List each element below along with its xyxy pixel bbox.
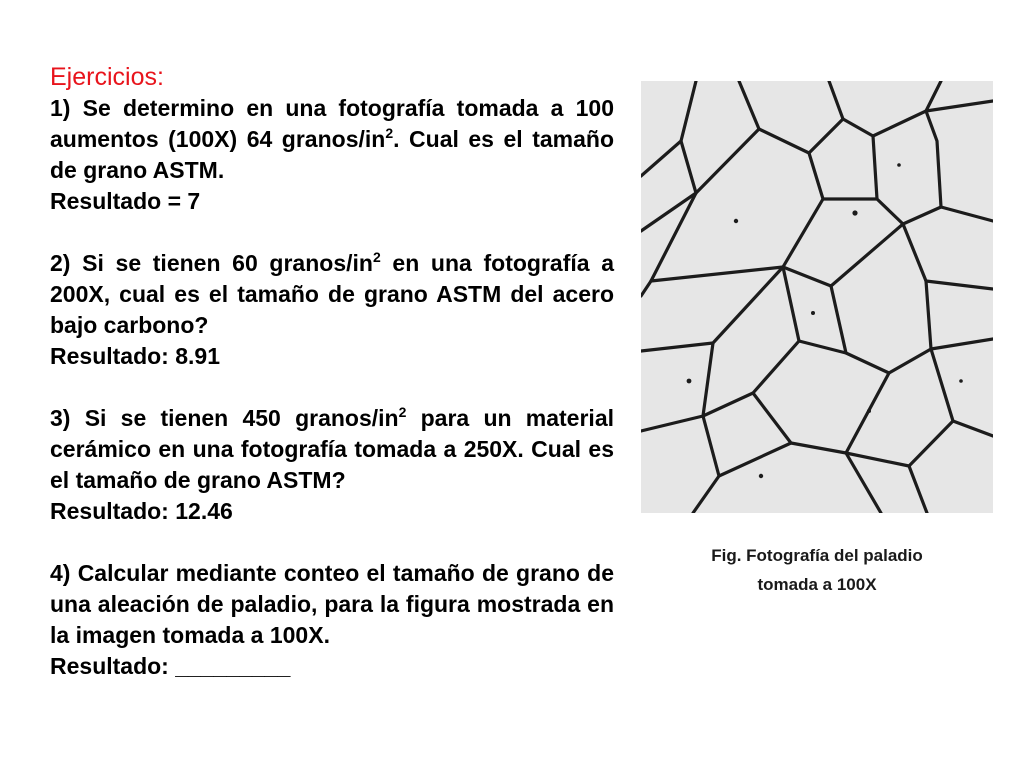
exercise-number: 4) [50,560,71,586]
exercise-3: 3) Si se tienen 450 granos/$in^2$ para un material cerámico en una fotografía tomada a 250X. Cual es el tamaño de grano ASTM? [50,404,615,493]
grain-boundary-image [641,81,993,513]
exercise-1: 1) Se determino en una fotografía tomada a 100 aumentos (100X) 64 granos/$in^2$. Cual es el tamaño de grano ASTM. [50,95,614,183]
exercise-4-result: Resultado: _________ [50,653,291,679]
exercise-text-column [50,62,614,682]
caption-line-2: tomada a 100X [757,575,877,594]
exercise-number: 2) [50,250,71,276]
palladium-micrograph [641,81,993,513]
exercise-1-result: Resultado = 7 [50,188,201,214]
caption-line-1: Fig. Fotografía del paladio [711,546,923,565]
figure-caption [641,541,993,599]
exercise-4: 4) Calcular mediante conteo el tamaño de grano de una aleación de paladio, para la figura mostrada en la imagen tomada a 100X. [50,560,614,648]
exercise-3-result: Resultado: 12.46 [50,498,233,524]
exercise-number: 1) [50,95,71,121]
slide-title: Ejercicios: [50,63,164,91]
exercise-2: 2) Si se tienen 60 granos/$in^2$ en una fotografía a 200X, cual es el tamaño de grano ASTM del acero bajo carbono? [50,249,615,338]
exercise-2-result: Resultado: 8.91 [50,343,220,369]
exercise-number: 3) [50,405,71,431]
